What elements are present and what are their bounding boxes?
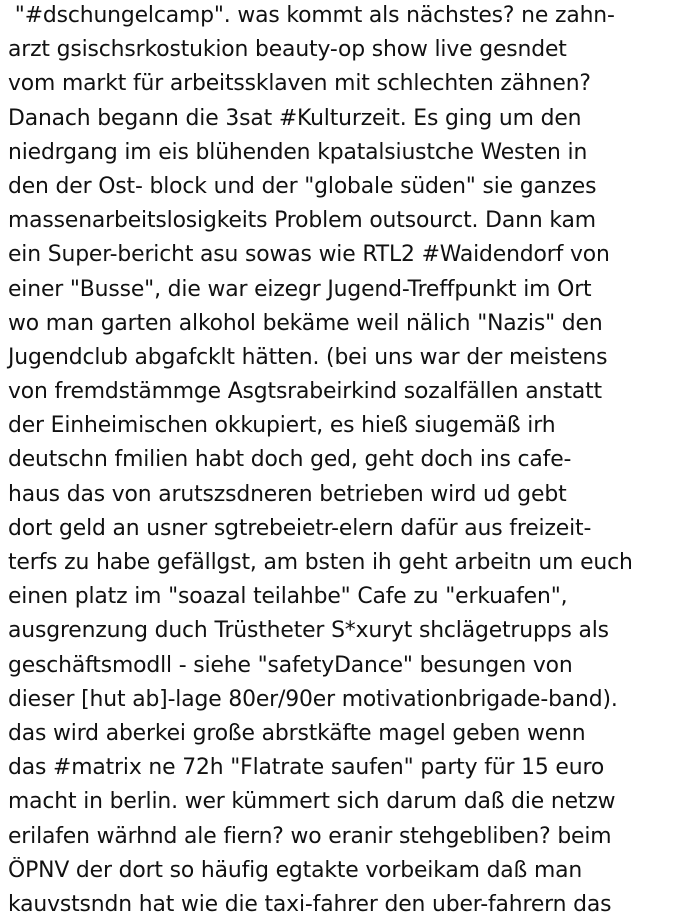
text-line: einen platz im "soazal teilahbe" Cafe zu "erkuafen", [8, 584, 568, 610]
text-line: das wird aberkei große abrstkäfte magel geben wenn [8, 720, 586, 746]
text-line: ein Super-bericht asu sowas wie RTL2 #Waidendorf von [8, 242, 610, 268]
text-line: ausgrenzung duch Trüstheter S*xuryt shclägetrupps als [8, 618, 609, 644]
text-line: Jugendclub abgafcklt hätten. (bei uns war der meistens [8, 344, 608, 370]
text-line: niedrgang im eis blühenden kpatalsiustche Westen in [8, 139, 588, 165]
text-line: erilafen wärhnd ale fiern? wo eranir stehgebliben? beim [8, 823, 612, 849]
text-line: von fremdstämmge Asgtsrabeirkind sozalfällen anstatt [8, 379, 602, 405]
text-line: terfs zu habe gefällgst, am bsten ih geht arbeitn um euch [8, 550, 633, 575]
text-line: ÖPNV der dort so häufig egtakte vorbeikam daß man [8, 857, 583, 883]
text-line: massenarbeitslosigkeits Problem outsourct. Dann kam [8, 208, 596, 234]
text-line: der Einheimischen okkupiert, es hieß siugemäß irh [8, 413, 556, 439]
text-line: den der Ost- block und der "globale süden" sie ganzes [8, 173, 597, 199]
text-line: geschäftsmodll - siehe "safetyDance" besungen von [8, 652, 573, 678]
text-line: dieser [hut ab]-lage 80er/90er motivationbrigade-band). [8, 686, 618, 712]
text-line: wo man garten alkohol bekäme weil nälich "Nazis" den [8, 310, 603, 336]
text-line: einer "Busse", die war eizegr Jugend-Treffpunkt im Ort [8, 276, 592, 302]
text-line: dort geld an usner sgtrebeietr-elern dafür aus freizeit- [8, 515, 592, 541]
text-line: deutschn fmilien habt doch ged, geht doch ins cafe- [8, 447, 572, 473]
text-line: arzt gsischsrkostukion beauty-op show live gesndet [8, 37, 567, 63]
text-line: haus das von arutszsdneren betrieben wird ud gebt [8, 481, 567, 507]
text-body [8, 0, 684, 920]
text-line: "#dschungelcamp". was kommt als nächstes? ne zahn- [8, 3, 615, 28]
text-line: das #matrix ne 72h "Flatrate saufen" party für 15 euro [8, 755, 605, 781]
text-line: Danach begann die 3sat #Kulturzeit. Es ging um den [8, 105, 582, 131]
text-line: kauvstsndn hat wie die taxi-fahrer den uber-fahrern das [8, 891, 612, 917]
text-line: vom markt für arbeitssklaven mit schlechten zähnen? [8, 71, 591, 97]
text-line: macht in berlin. wer kümmert sich darum daß die netzw [8, 789, 616, 815]
